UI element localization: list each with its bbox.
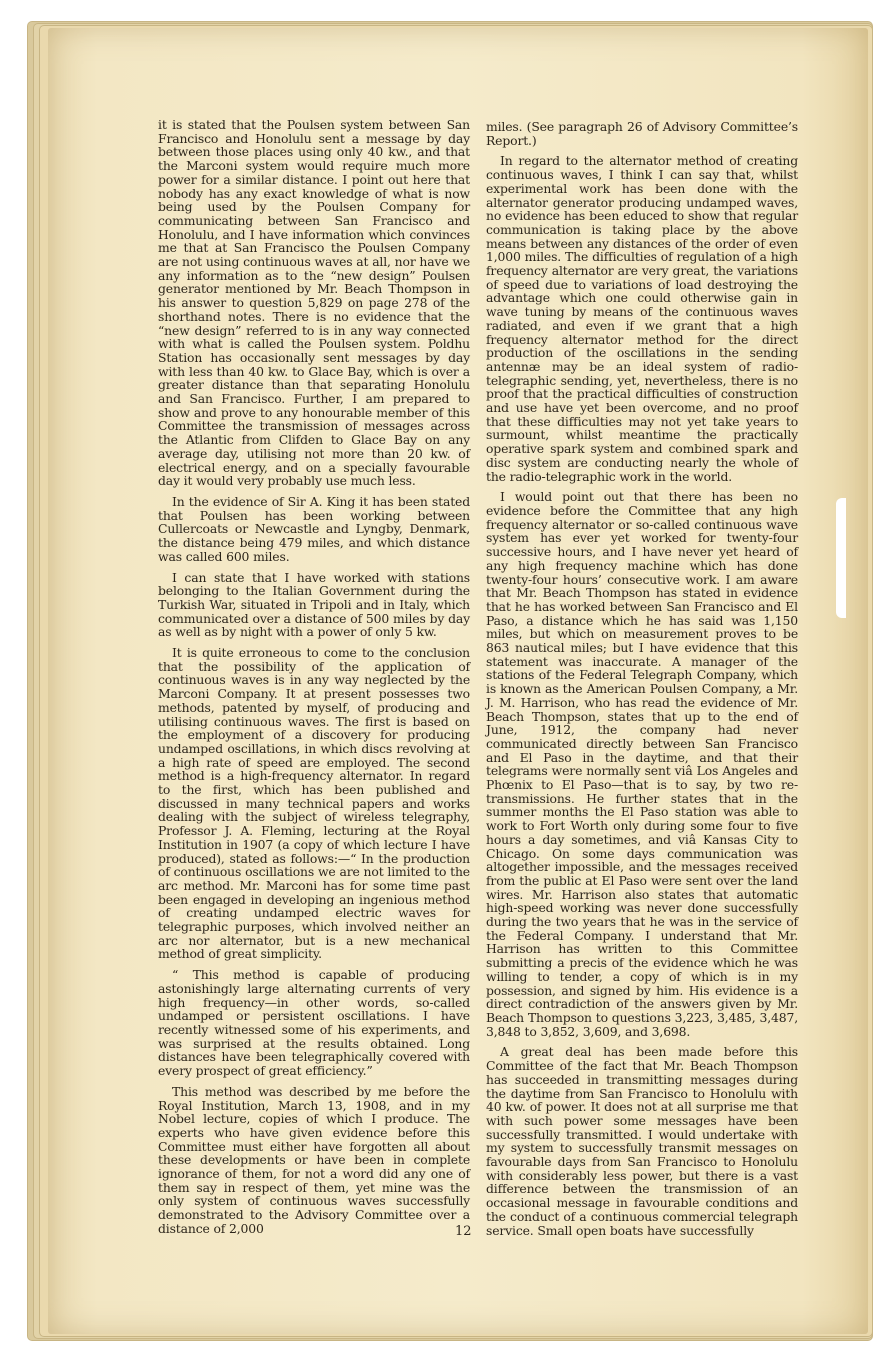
paragraph: This method was described by me before the Royal Institution, March 13, 1908, and in my Nobel lecture, copies of which I produce. The experts who have given evidence before this Committee must either have forgotten all about these developments or have been in complete ignorance of them, for not a word did any one of them say in respect of them, yet mine was the only system of continuous waves successfully demonstrated to the Advisory Committee over a distance of 2,000 bbox=[158, 1083, 470, 1236]
paragraph: I would point out that there has been no evidence before the Committee that any high frequency alternator or so-called continuous wave system has ever yet worked for twenty-four successive hours, and I have never yet heard of any high frequency machine which has done twenty-four hours’ consecutive work. I am aware that Mr. Beach Thompson has stated in evidence that he has worked between San Francisco and El Paso, a distance which he has said was 1,150 miles, but which on measurement proves to be 863 nautical miles; but I have evidence that this statement was inaccurate. A manager of the stations of the Federal Telegraph Company, which is known as the American Poulsen Company, a Mr. J. M. Harrison, who has read the evidence of Mr. Beach Thompson, states that up to the end of June, 1912, the company had never communicated directly between San Francisco and El Paso in the daytime, and that their telegrams were normally sent viâ Los Angeles and Phœnix to El Paso—that is to say, by two re-transmissions. He further states that in the summer months the El Paso station was able to work to Fort Worth only during some four to five hours a day sometimes, and viâ Kansas City to Chicago. On some days communication was altogether impossible, and the messages received from the public at El Paso were sent over the land wires. Mr. Harrison also states that automatic high-speed working was never done successfully during the two years that he was in the service of the Federal Company. I understand that Mr. Harrison has written to this Committee submitting a precis of the evidence which he was willing to tender, a copy of which is in my possession, and signed by him. His evidence is a direct contradiction of the answers given by Mr. Beach Thompson to questions 3,223, 3,485, 3,487, 3,848 to 3,852, 3,609, and 3,698. bbox=[486, 489, 798, 1039]
paragraph: “ This method is capable of producing astonishingly large alternating currents of very high frequency—in other words, so-called undamped or persistent oscillations. I have recently witnessed some of his experiments, and was surprised at the results obtained. Long distances have been telegraphically covered with every prospect of great efficiency.” bbox=[158, 967, 470, 1079]
right-text-column bbox=[486, 120, 798, 1244]
paragraph: I can state that I have worked with stations belonging to the Italian Government during the Turkish War, situated in Tripoli and in Italy, which communicated over a distance of 500 miles by day as well as by night with a power of only 5 kw. bbox=[158, 569, 470, 640]
left-text-column bbox=[158, 118, 470, 1243]
page-edge-tear bbox=[836, 498, 846, 618]
paragraph: In regard to the alternator method of creating continuous waves, I think I can say that, whilst experimental work has been done with the alternator generator producing undamped waves, no evidence has been educed to show that regular communication is taking place by the above means between any distances of the order of even 1,000 miles. The difficulties of regulation of a high frequency alternator are very great, the variations of speed due to variations of load destroying the advantage which one could otherwise gain in wave tuning by means of the continuous waves radiated, and even if we grant that a high frequency alternator method for the direct production of the oscillations in the sending antennæ may be an ideal system of radio-telegraphic sending, yet, nevertheless, there is no proof that the practical difficulties of construction and use have yet been overcome, and no proof that these difficulties may not yet take years to surmount, whilst meantime the practically operative spark system and combined spark and disc system are conducting nearly the whole of the radio-telegraphic work in the world. bbox=[486, 153, 798, 484]
paragraph: miles. (See paragraph 26 of Advisory Committee’s Report.) bbox=[486, 119, 798, 148]
paragraph: A great deal has been made before this Committee of the fact that Mr. Beach Thompson has succeeded in transmitting messages during the daytime from San Francisco to Honolulu with 40 kw. of power. It does not at all surprise me that with such power some messages have been successfully transmitted. I would undertake with my system to successfully transmit messages on favourable days from San Francisco to Honolulu with considerably less power, but there is a vast difference between the transmission of an occasional message in favourable conditions and the conduct of a continuous commercial telegraph service. Small open boats have successfully bbox=[486, 1044, 798, 1238]
page-number: 12 bbox=[455, 1224, 472, 1239]
paragraph: It is quite erroneous to come to the conclusion that the possibility of the application of continuous waves is in any way neglected by the Marconi Company. It at present possesses two methods, patented by myself, of producing and utilising continuous waves. The first is based on the employment of a discovery for producing undamped oscillations, in which discs revolving at a high rate of speed are employed. The second method is a high-frequency alternator. In regard to the first, which has been published and discussed in many technical papers and works dealing with the subject of wireless telegraphy, Professor J. A. Fleming, lecturing at the Royal Institution in 1907 (a copy of which lecture I have produced), stated as follows:—“ In the production of continuous oscillations we are not limited to the arc method. Mr. Marconi has for some time past been engaged in developing an ingenious method of creating undamped electric waves for telegraphic purposes, which involved neither an arc nor alternator, but is a new mechanical method of great simplicity. bbox=[158, 645, 470, 962]
paragraph: it is stated that the Poulsen system between San Francisco and Honolulu sent a message by day between those places using only 40 kw., and that the Marconi system would require much more power for a similar distance. I point out here that nobody has any exact knowledge of what is now being used by the Poulsen Company for communicating between San Francisco and Honolulu, and I have information which convinces me that at San Francisco the Poulsen Company are not using continuous waves at all, nor have we any information as to the “new design” Poulsen generator mentioned by Mr. Beach Thompson in his answer to question 5,829 on page 278 of the shorthand notes. There is no evidence that the “new design” referred to is in any way connected with what is called the Poulsen system. Poldhu Station has occasionally sent messages by day with less than 40 kw. to Glace Bay, which is over a greater distance than that separating Honolulu and San Francisco. Further, I am prepared to show and prove to any honourable member of this Committee the transmission of messages across the Atlantic from Clifden to Glace Bay on any average day, utilising not more than 20 kw. of electrical energy, and on a specially favourable day it would very probably use much less. bbox=[158, 117, 470, 489]
paragraph: In the evidence of Sir A. King it has been stated that Poulsen has been working between Cullercoats or Newcastle and Lyngby, Denmark, the distance being 479 miles, and which distance was called 600 miles. bbox=[158, 493, 470, 564]
